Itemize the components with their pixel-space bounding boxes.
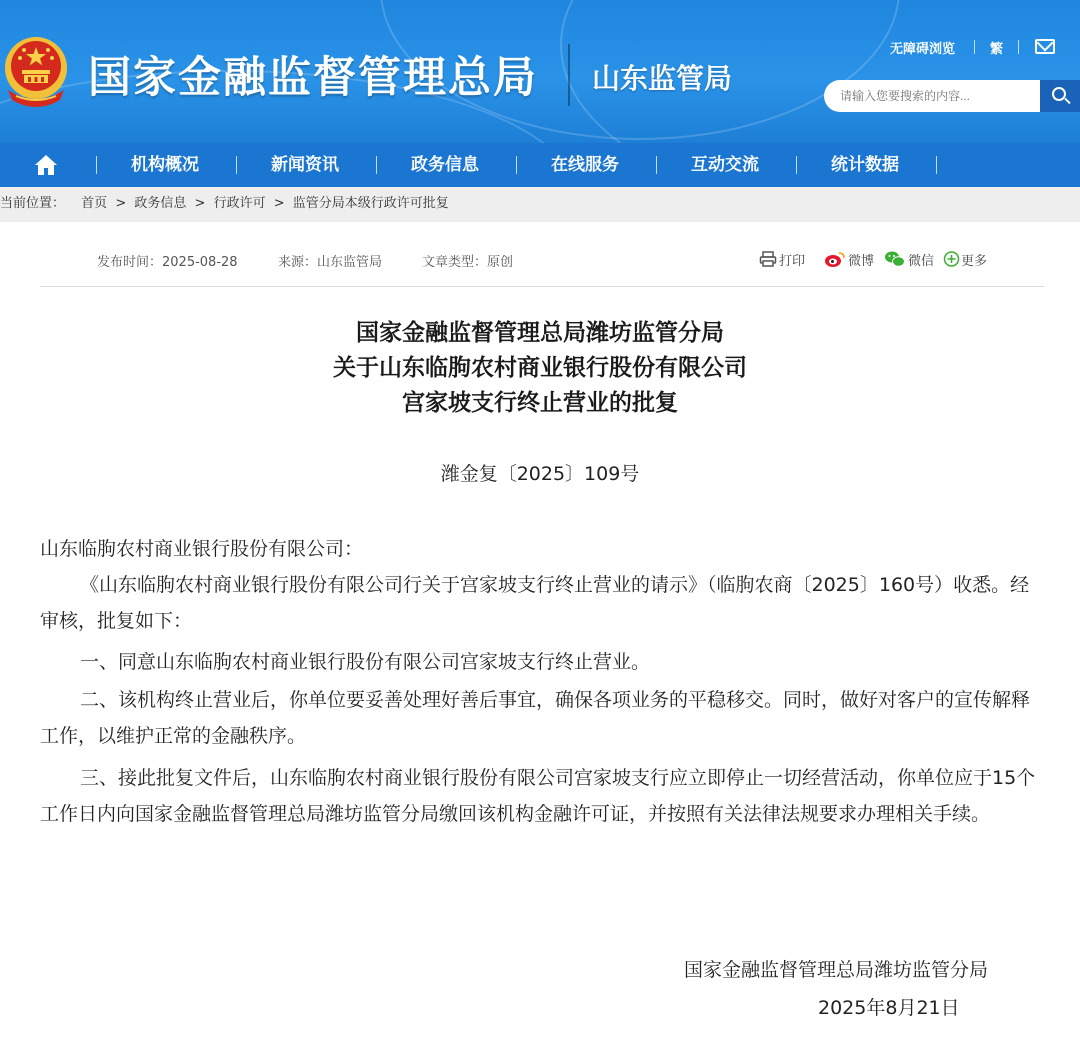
mail-icon[interactable] (1035, 39, 1055, 54)
weibo-link[interactable]: 微博 (848, 254, 875, 269)
util-divider (974, 40, 975, 54)
body-paragraph: 二、该机构终止营业后，你单位要妥善处理好善后事宜，确保各项业务的平稳移交。同时，做好对客户的宣传解释工作，以维护正常的金融秩序。 (40, 689, 1031, 747)
salutation: 山东临朐农村商业银行股份有限公司： (40, 538, 364, 560)
nav-item-interaction[interactable]: 互动交流 (691, 155, 759, 175)
print-icon[interactable] (759, 250, 777, 268)
breadcrumb-separator: > (273, 196, 285, 211)
traditional-chinese-link[interactable]: 繁 (990, 42, 1004, 57)
title-divider (568, 44, 570, 106)
body-paragraph: 一、同意山东临朐农村商业银行股份有限公司宫家坡支行终止营业。 (80, 651, 651, 673)
nav-item-online-service[interactable]: 在线服务 (551, 155, 619, 175)
article-title-line-2: 关于山东临朐农村商业银行股份有限公司 (333, 355, 747, 381)
site-title[interactable]: 国家金融监督管理总局 (88, 53, 538, 103)
wechat-icon[interactable] (884, 250, 906, 268)
article-title-line-1: 国家金融监督管理总局潍坊监管分局 (356, 320, 724, 346)
signature-date: 2025年8月21日 (818, 997, 960, 1019)
breadcrumb-separator: > (115, 196, 127, 211)
home-icon[interactable] (32, 151, 60, 179)
nav-item-news[interactable]: 新闻资讯 (271, 155, 339, 175)
breadcrumb-home[interactable]: 首页 (81, 196, 108, 211)
site-header (0, 0, 1080, 143)
document-number: 潍金复〔2025〕109号 (440, 463, 640, 485)
nav-item-government-info[interactable]: 政务信息 (411, 155, 479, 175)
publish-time: 发布时间：2025-08-28 (97, 255, 238, 270)
body-paragraph: 《山东临朐农村商业银行股份有限公司行关于宫家坡支行终止营业的请示》（临朐农商〔2025〕160号）收悉。经审核，批复如下： (40, 574, 1030, 632)
breadcrumb-separator: > (194, 196, 206, 211)
more-link[interactable]: 更多 (961, 254, 988, 269)
breadcrumb (0, 187, 1080, 222)
main-nav (0, 143, 1080, 187)
national-emblem-icon[interactable] (2, 34, 70, 108)
print-link[interactable]: 打印 (779, 254, 806, 269)
weibo-icon[interactable] (824, 250, 846, 268)
nav-item-statistics[interactable]: 统计数据 (831, 155, 899, 175)
breadcrumb-government-info[interactable]: 政务信息 (134, 196, 187, 211)
more-icon[interactable] (943, 250, 960, 268)
breadcrumb-administrative-license[interactable]: 行政许可 (213, 196, 266, 211)
signature-organization: 国家金融监督管理总局潍坊监管分局 (684, 959, 989, 981)
wechat-link[interactable]: 微信 (908, 254, 935, 269)
body-paragraph: 三、接此批复文件后，山东临朐农村商业银行股份有限公司宫家坡支行应立即停止一切经营活动，你单位应于15个工作日内向国家金融监督管理总局潍坊监管分局缴回该机构金融许可证，并按照有关法律法规要求办理相关手续。 (40, 767, 1036, 825)
divider (40, 286, 1044, 287)
breadcrumb-label: 当前位置： (0, 196, 66, 211)
article-title-line-3: 宫家坡支行终止营业的批复 (402, 390, 678, 416)
article-type: 文章类型：原创 (422, 255, 514, 270)
sub-site-title[interactable]: 山东监管局 (592, 62, 733, 95)
breadcrumb-current[interactable]: 监管分局本级行政许可批复 (292, 196, 449, 211)
nav-item-about[interactable]: 机构概况 (131, 155, 199, 175)
article-source: 来源：山东监管局 (278, 255, 383, 270)
accessibility-link[interactable]: 无障碍浏览 (890, 42, 956, 57)
util-divider (1018, 40, 1019, 54)
search-input[interactable] (824, 80, 1040, 112)
search-button[interactable] (1040, 80, 1080, 112)
